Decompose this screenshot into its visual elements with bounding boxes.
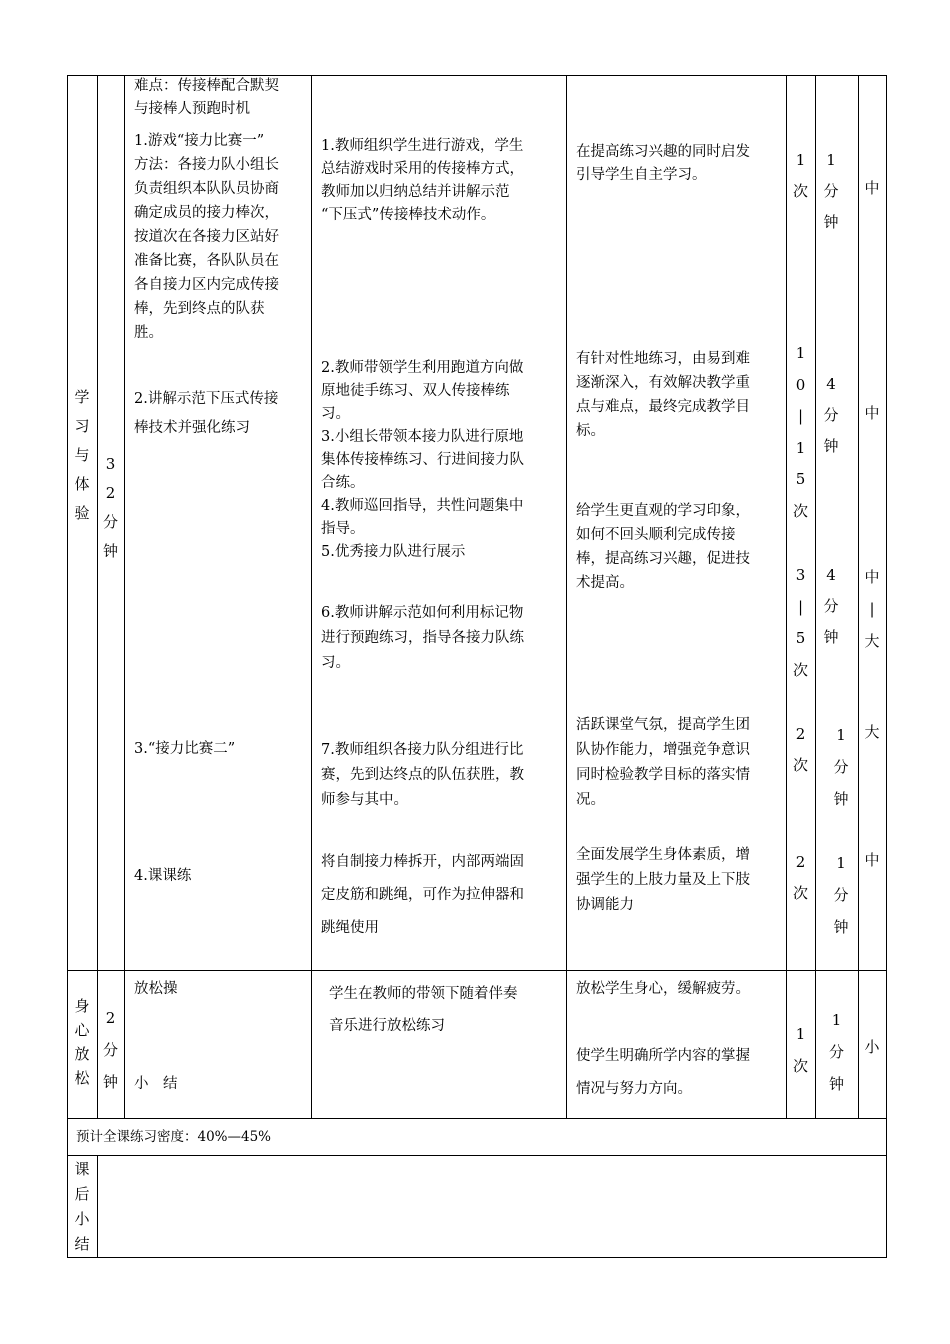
purpose-text-2: 有针对性地练习，由易到难 逐渐深入，有效解决教学重 点与难点，最终完成教学目 标。	[576, 351, 750, 439]
purpose-text-5: 全面发展学生身体素质，增 强学生的上肢力量及上下肢 协调能力	[576, 847, 750, 913]
times-1: 1 次	[792, 151, 808, 200]
content-item-3: 3.“接力比赛二”	[134, 741, 236, 757]
intensity-3: 中 | 大	[864, 568, 880, 650]
method-text-5: 将自制接力棒拆开，内部两端固 定皮筋和跳绳，可作为拉伸器和 跳绳使用	[321, 854, 524, 936]
section-label-relaxation: 身 心 放 松	[74, 997, 90, 1087]
duration-3: 4 分 钟	[823, 566, 839, 646]
times-4: 2 次	[792, 725, 808, 774]
times-2: 1 0 | 1 5 次	[792, 344, 808, 520]
purpose-text-4: 活跃课堂气氛，提高学生团 队协作能力，增强竞争意识 同时检验教学目标的落实情 况。	[576, 717, 750, 808]
content-item-1: 1.游戏“接力比赛一” 方法：各接力队小组长 负责组织本队队员协商 确定成员的接力棒次， 按道次在各接力区站好 准备比赛，各队队员在 各自接力区内完成传接 棒，先到终点的队获 胜。	[134, 133, 279, 341]
column-divider	[311, 75, 312, 1119]
difficulty-text: 难点：传接棒配合默契 与接棒人预跑时机	[134, 78, 279, 117]
summary-content: 小 结	[134, 1076, 178, 1092]
duration-4: 1 分 钟	[833, 726, 849, 808]
table-divider	[67, 970, 887, 971]
section-label-learning: 学 习 与 体 验	[74, 388, 90, 522]
purpose-text-1: 在提高练习兴趣的同时启发 引导学生自主学习。	[576, 144, 750, 183]
duration-5: 1 分 钟	[833, 854, 849, 936]
method-text-1: 1.教师组织学生进行游戏，学生 总结游戏时采用的传接棒方式， 教师加以归纳总结并讲解示范 “下压式”传接棒技术动作。	[321, 138, 524, 223]
exercise-density: 预计全课练习密度：40%—45%	[76, 1129, 272, 1145]
table-border-right	[886, 75, 887, 1258]
relaxation-times: 1 次	[792, 1025, 808, 1075]
intensity-2: 中	[864, 404, 880, 422]
after-class-summary-area[interactable]	[98, 1156, 886, 1257]
after-class-summary-label: 课 后 小 结	[74, 1160, 90, 1253]
summary-purpose: 使学生明确所学内容的掌握 情况与努力方向。	[576, 1048, 750, 1097]
times-5: 2 次	[792, 853, 808, 902]
relaxation-purpose: 放松学生身心，缓解疲劳。	[576, 981, 750, 997]
intensity-1: 中	[864, 179, 880, 197]
intensity-4: 大	[864, 723, 880, 741]
content-item-2: 2.讲解示范下压式传接 棒技术并强化练习	[134, 391, 279, 436]
method-text-2: 2.教师带领学生利用跑道方向做 原地徒手练习、双人传接棒练 习。 3.小组长带领本接力队进行原地 集体传接棒练习、行进间接力队 合练。 4.教师巡回指导，共性问题集中 指导。 5.优秀接力队进行展示	[321, 360, 524, 560]
table-divider	[67, 1118, 887, 1119]
relaxation-duration: 1 分 钟	[828, 1011, 844, 1093]
table-border-bottom	[67, 1257, 887, 1258]
relaxation-content: 放松操	[134, 981, 178, 997]
column-divider	[566, 75, 567, 1119]
purpose-text-3: 给学生更直观的学习印象， 如何不回头顺利完成传接 棒，提高练习兴趣，促进技 术提高。	[576, 503, 750, 591]
duration-1: 1 分 钟	[823, 151, 839, 231]
column-divider	[124, 75, 125, 1119]
intensity-5: 中	[864, 851, 880, 869]
relaxation-method: 学生在教师的带领下随着伴奏 音乐进行放松练习	[329, 986, 518, 1034]
duration-2: 4 分 钟	[823, 375, 839, 455]
section-time-relaxation: 2 分 钟	[102, 1009, 118, 1091]
relaxation-intensity: 小	[864, 1038, 880, 1056]
column-divider	[97, 75, 98, 1119]
section-time-learning: 3 2 分 钟	[102, 455, 118, 560]
times-3: 3 | 5 次	[792, 566, 808, 679]
content-item-4: 4.课课练	[134, 868, 192, 884]
method-text-3: 6.教师讲解示范如何利用标记物 进行预跑练习，指导各接力队练 习。	[321, 605, 524, 671]
method-text-4: 7.教师组织各接力队分组进行比 赛，先到达终点的队伍获胜，教 师参与其中。	[321, 742, 524, 808]
